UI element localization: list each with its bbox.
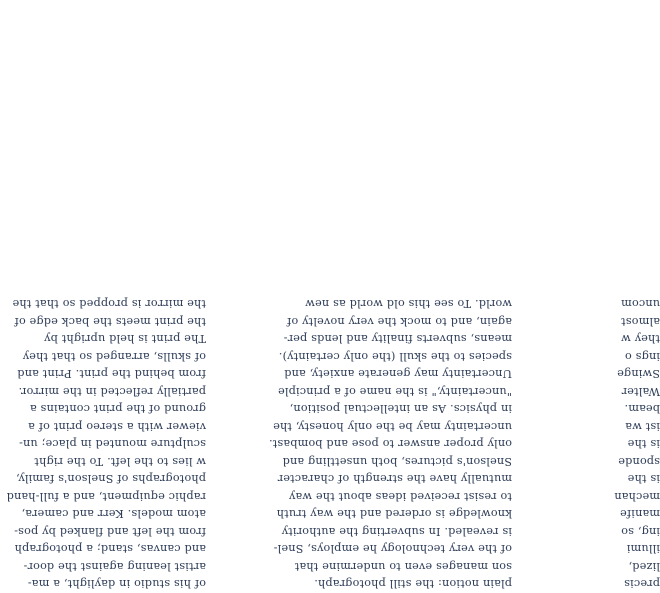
- text-line: and canvas, stand; a photograph: [14, 542, 206, 556]
- text-line: ground of the print contains a: [29, 402, 206, 416]
- text-column-right: [540, 295, 660, 593]
- text-line: manife: [619, 507, 660, 521]
- text-line: only proper answer to pose and bombast.: [268, 437, 512, 451]
- text-line: viewer with a stereo print of a: [27, 420, 206, 433]
- text-line: from behind the print. Print and: [17, 367, 206, 381]
- text-line: of skulls, arranged so that they: [22, 350, 206, 363]
- text-line: photographs of Snelson's family,: [15, 472, 206, 486]
- text-line: to resist received ideas about the way: [288, 490, 512, 503]
- text-column-left: [0, 295, 206, 593]
- text-line: they w: [621, 332, 660, 346]
- text-line: is the: [627, 472, 660, 486]
- text-line: Walter: [621, 385, 660, 398]
- text-line: plain notion: the still photograph.: [314, 577, 512, 591]
- text-line: lized,: [628, 560, 660, 573]
- text-line: raphic equipment, and a full-hand: [6, 490, 206, 503]
- text-line: the print meets the back edge of: [14, 315, 206, 328]
- text-line: of the very technology he employs, Snel-: [273, 542, 512, 556]
- text-line: means, subverts finality and lends per-: [283, 332, 512, 346]
- text-line: partially reflected in the mirror.: [18, 385, 206, 398]
- text-line: species to the skull (the only certainty).: [278, 350, 512, 363]
- text-line: sculpture mounted in place; un-: [18, 437, 206, 451]
- text-line: knowledge is ordered and the way truth: [276, 507, 512, 521]
- text-line: mechan: [614, 490, 660, 503]
- text-line: is revealed. In subverting the authority: [281, 525, 512, 538]
- text-line: of his studio in daylight, a ma-: [27, 577, 206, 591]
- text-line: son manages even to undermine that: [294, 560, 512, 573]
- text-line: is the: [627, 437, 660, 451]
- text-line: illumi: [626, 542, 660, 556]
- text-line: Snelson's pictures, both unsettling and: [282, 455, 512, 468]
- text-line: uncertainty may be the only honesty, the: [272, 420, 512, 433]
- text-line: "uncertainty," is the name of a principle: [277, 385, 512, 398]
- text-line: again, and to mock the very novelty of: [286, 315, 512, 328]
- text-line: ings o: [624, 350, 660, 363]
- text-line: mutually have the strength of character: [277, 472, 512, 486]
- text-line: w lies to the left. To the right: [34, 455, 206, 468]
- text-line: The print is held upright by: [44, 332, 206, 346]
- text-line: ist wa: [625, 420, 660, 433]
- text-line: from the left and flanked by pos-: [13, 525, 206, 538]
- text-line: the mirror is propped so that the: [12, 297, 206, 311]
- text-line: beam.: [624, 402, 660, 416]
- text-line: Swinge: [616, 367, 660, 381]
- text-column-center: [242, 295, 512, 593]
- text-line: atom models. Kerr and camera,: [21, 507, 206, 521]
- text-line: precis: [624, 577, 660, 591]
- text-line: world. To see this old world as new: [305, 297, 512, 311]
- text-line: uncom: [620, 297, 660, 311]
- text-line: artist leaning against the door-: [23, 560, 206, 573]
- text-line: sponde: [618, 455, 660, 468]
- text-line: Uncertainty may generate anxiety, and: [284, 367, 512, 381]
- text-line: ing, so: [621, 525, 660, 538]
- text-line: almost: [620, 315, 660, 328]
- text-line: in physics. As an intellectual position,: [289, 402, 512, 416]
